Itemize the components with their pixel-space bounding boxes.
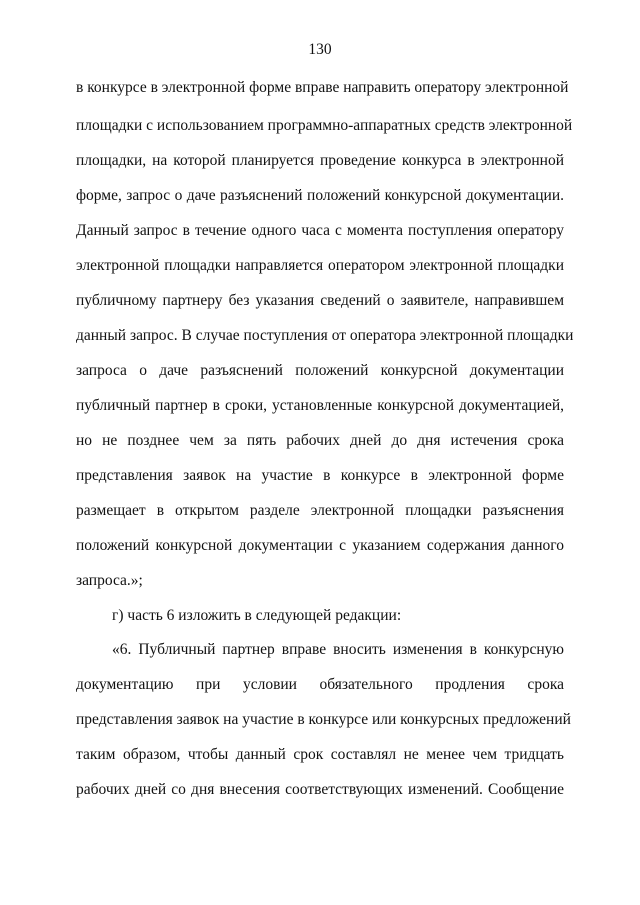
- text-line: положений конкурсной документации с указанием содержания данного: [76, 537, 564, 554]
- text-line: запроса.»;: [76, 572, 143, 589]
- text-line: Данный запрос в течение одного часа с момента поступления оператору: [76, 222, 564, 239]
- text-line: запроса о даче разъяснений положений конкурсной документации: [76, 362, 564, 379]
- text-line: рабочих дней со дня внесения соответствующих изменений. Сообщение: [76, 781, 564, 798]
- text-line: но не позднее чем за пять рабочих дней до дня истечения срока: [76, 432, 564, 449]
- text-line: документацию при условии обязательного продления срока: [76, 676, 564, 693]
- text-line: размещает в открытом разделе электронной площадки разъяснения: [76, 502, 564, 519]
- text-line: данный запрос. В случае поступления от оператора электронной площадки: [76, 327, 574, 344]
- page-number: 130: [308, 41, 332, 58]
- text-line: г) часть 6 изложить в следующей редакции:: [112, 607, 402, 624]
- text-line: в конкурсе в электронной форме вправе направить оператору электронной: [76, 79, 569, 96]
- text-line: площадки с использованием программно-аппаратных средств электронной: [76, 117, 573, 134]
- text-line: публичный партнер в сроки, установленные конкурсной документацией,: [76, 397, 564, 414]
- text-line: представления заявок на участие в конкурсе или конкурсных предложений: [76, 711, 571, 728]
- text-line: таким образом, чтобы данный срок составлял не менее чем тридцать: [76, 746, 564, 763]
- text-line: публичному партнеру без указания сведений о заявителе, направившем: [76, 292, 564, 309]
- text-line: площадки, на которой планируется проведение конкурса в электронной: [76, 152, 564, 169]
- text-line: «6. Публичный партнер вправе вносить изменения в конкурсную: [112, 641, 564, 658]
- text-line: форме, запрос о даче разъяснений положений конкурсной документации.: [76, 187, 564, 204]
- text-line: электронной площадки направляется оператором электронной площадки: [76, 257, 564, 274]
- text-line: представления заявок на участие в конкурсе в электронной форме: [76, 467, 564, 484]
